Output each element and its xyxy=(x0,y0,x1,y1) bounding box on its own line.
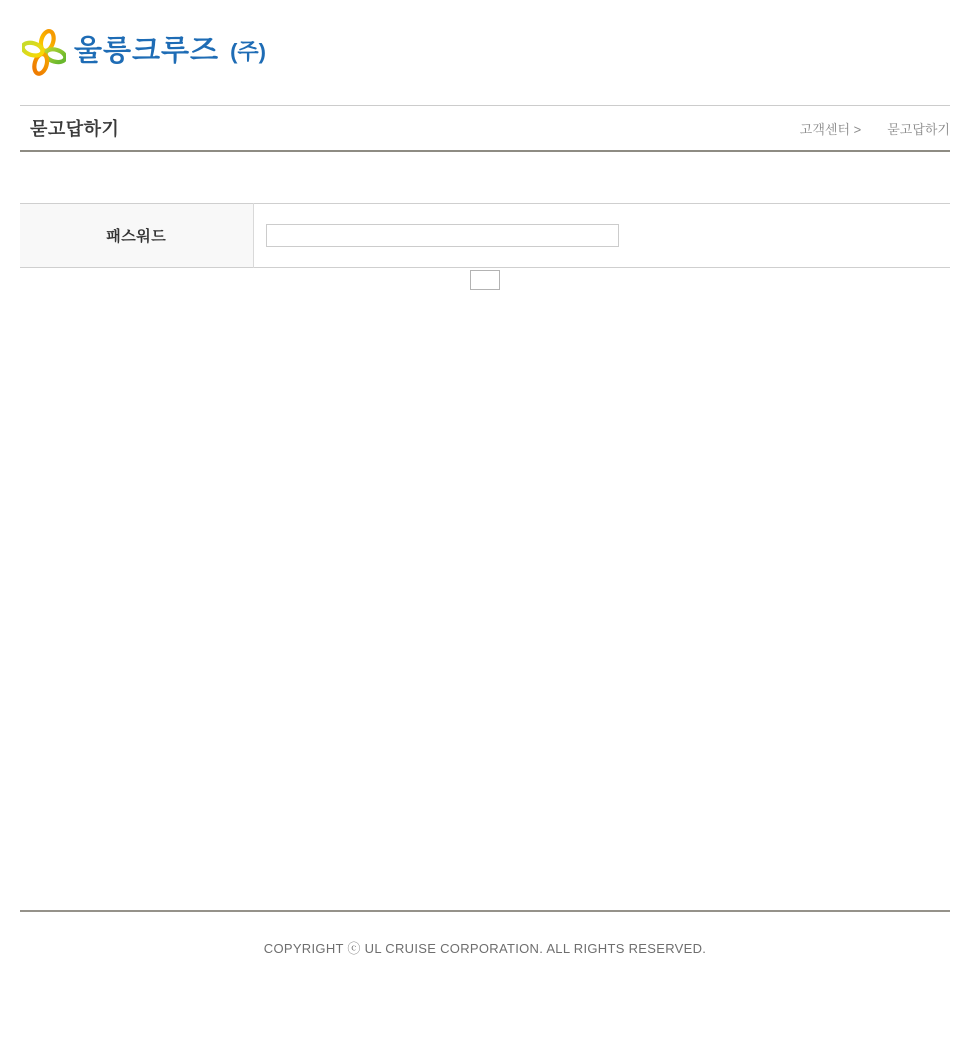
breadcrumb-current[interactable]: 묻고답하기 xyxy=(887,121,950,137)
site-header xyxy=(20,0,950,105)
submit-button[interactable] xyxy=(470,270,500,290)
flower-logo-icon xyxy=(22,27,66,76)
page-title: 묻고답하기 xyxy=(30,119,120,139)
password-form-table xyxy=(20,203,950,268)
password-label: 패스워드 xyxy=(20,204,253,268)
page-container xyxy=(20,0,950,957)
breadcrumb xyxy=(800,119,950,138)
site-logo[interactable] xyxy=(22,27,266,76)
title-bar xyxy=(20,105,950,152)
site-footer xyxy=(20,910,950,957)
password-cell xyxy=(253,204,950,268)
breadcrumb-parent[interactable]: 고객센터 > xyxy=(799,121,862,137)
spacer xyxy=(20,152,950,203)
company-suffix: (주) xyxy=(230,38,266,64)
table-row xyxy=(20,204,950,268)
password-input[interactable] xyxy=(266,224,619,247)
company-name: 울릉크루즈 xyxy=(74,35,220,67)
button-row xyxy=(20,270,950,292)
copyright-text: COPYRIGHT ⓒ UL CRUISE CORPORATION. ALL RIGHTS RESERVED. xyxy=(263,941,707,956)
